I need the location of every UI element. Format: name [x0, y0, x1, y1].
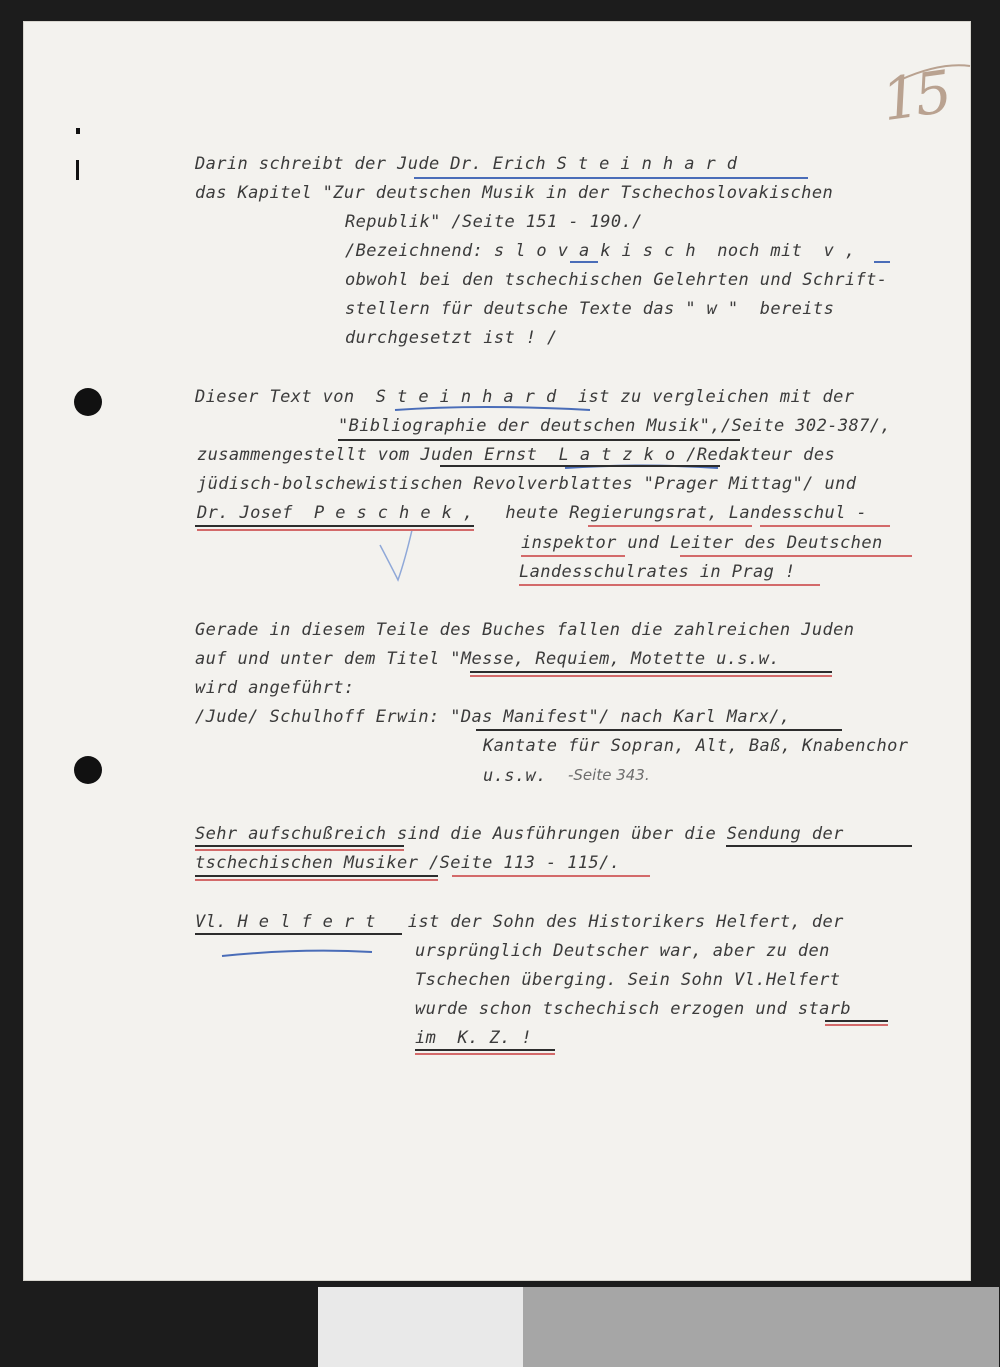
text-line: "Bibliographie der deutschen Musik",/Seite 302-387/,: [338, 416, 892, 436]
text-line: Gerade in diesem Teile des Buches fallen die zahlreichen Juden: [195, 620, 855, 640]
text-line: /Bezeichnend: s l o v a k i s c h noch mit v ,: [345, 241, 856, 261]
text-line: Vl. H e l f e r t ist der Sohn des Historikers Helfert, der: [195, 912, 844, 932]
text-line: Dieser Text von S t e i n h a r d ist zu vergleichen mit der: [195, 387, 855, 407]
text-line: /Jude/ Schulhoff Erwin: "Das Manifest"/ nach Karl Marx/,: [195, 707, 791, 727]
text-line: das Kapitel "Zur deutschen Musik in der Tschechoslovakischen: [195, 183, 834, 203]
text-line: Darin schreibt der Jude Dr. Erich S t e i n h a r d: [195, 154, 738, 174]
text-line: Dr. Josef P e s c h e k , heute Regierungsrat, Landesschul -: [197, 503, 867, 523]
text-line: auf und unter dem Titel "Messe, Requiem, Motette u.s.w.: [195, 649, 780, 669]
text-line: u.s.w.: [483, 766, 547, 786]
text-line: Landesschulrates in Prag !: [519, 562, 796, 582]
text-line: zusammengestellt vom Juden Ernst L a t z k o /Redakteur des: [197, 445, 836, 465]
text-line: Tschechen überging. Sein Sohn Vl.Helfert: [415, 970, 841, 990]
scan-bar-gray: [523, 1287, 999, 1367]
text-line: tschechischen Musiker /Seite 113 - 115/.: [195, 853, 621, 873]
text-line: Sehr aufschußreich sind die Ausführungen über die Sendung der: [195, 824, 844, 844]
page-number: 15: [877, 57, 953, 135]
text-line: jüdisch-bolschewistischen Revolverblattes "Prager Mittag"/ und: [197, 474, 857, 494]
text-line: inspektor und Leiter des Deutschen: [521, 533, 883, 553]
scan-bar-light: [318, 1287, 523, 1367]
text-line: durchgesetzt ist ! /: [345, 328, 558, 348]
handwritten-note: -Seite 343.: [568, 766, 650, 784]
text-line: wird angeführt:: [195, 678, 355, 698]
text-line: im K. Z. !: [415, 1028, 532, 1048]
text-line: ursprünglich Deutscher war, aber zu den: [415, 941, 830, 961]
text-line: stellern für deutsche Texte das " w " bereits: [345, 299, 835, 319]
text-line: Republik" /Seite 151 - 190./: [345, 212, 643, 232]
text-line: Kantate für Sopran, Alt, Baß, Knabenchor: [483, 736, 909, 756]
text-line: wurde schon tschechisch erzogen und starb: [415, 999, 852, 1019]
text-line: obwohl bei den tschechischen Gelehrten und Schrift-: [345, 270, 888, 290]
